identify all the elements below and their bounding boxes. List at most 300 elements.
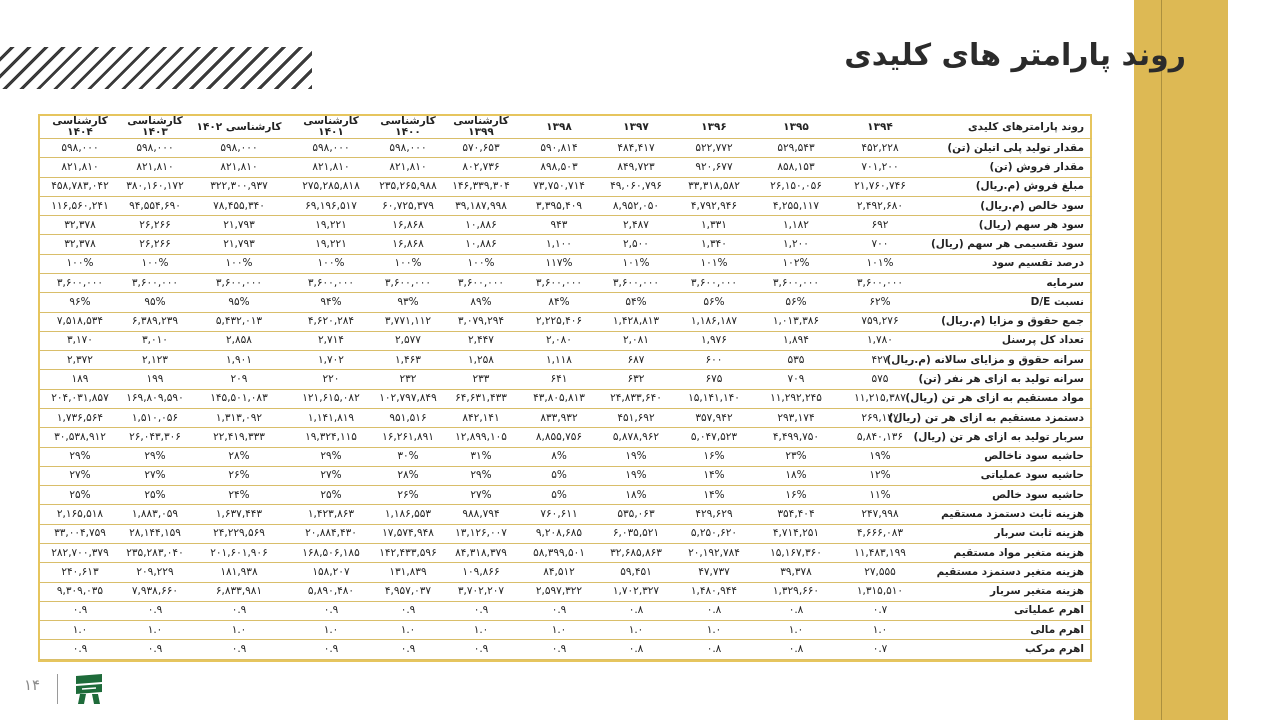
table-cell: ۵۶% bbox=[674, 293, 754, 312]
table-cell: ۱,۳۱۳,۰۹۲ bbox=[190, 408, 288, 427]
table-row bbox=[40, 466, 1092, 485]
table-cell: ۱,۶۳۷,۴۴۳ bbox=[190, 505, 288, 524]
table-row bbox=[40, 312, 1092, 331]
table-cell: ۳,۶۰۰,۰۰۰ bbox=[674, 274, 754, 293]
row-label: جمع حقوق و مزایا (م.ریال) bbox=[922, 312, 1092, 331]
table-cell: ۸۴۹,۷۲۳ bbox=[598, 158, 674, 177]
table-row bbox=[40, 428, 1092, 447]
table-cell: ۹۸۸,۷۹۴ bbox=[442, 505, 520, 524]
table-cell: ۴۹,۰۶۰,۷۹۶ bbox=[598, 177, 674, 196]
table-cell: ۴۵۸,۷۸۳,۰۴۲ bbox=[40, 177, 120, 196]
table-cell: ۱.۰ bbox=[674, 621, 754, 640]
table-cell: ۱۴% bbox=[674, 486, 754, 505]
column-header-year: ۱۳۹۵ bbox=[754, 116, 838, 139]
table-cell: ۳,۰۱۰ bbox=[120, 331, 190, 350]
table-cell: ۱۰۰% bbox=[40, 254, 120, 273]
table-cell: ۱,۴۲۳,۸۶۳ bbox=[288, 505, 374, 524]
table-cell: ۹۳% bbox=[374, 293, 442, 312]
table-cell: ۸۲۱,۸۱۰ bbox=[40, 158, 120, 177]
row-label: مواد مستقیم به ازای هر تن (ریال) bbox=[922, 389, 1092, 408]
table-cell: ۰.۹ bbox=[374, 640, 442, 660]
table-cell: ۵۹۸,۰۰۰ bbox=[190, 139, 288, 158]
table-cell: ۷۰۰ bbox=[838, 235, 922, 254]
table-cell: ۲۸۲,۷۰۰,۳۷۹ bbox=[40, 543, 120, 562]
table-cell: ۱۱۶,۵۶۰,۲۴۱ bbox=[40, 196, 120, 215]
table-cell: ۳,۶۰۰,۰۰۰ bbox=[520, 274, 598, 293]
table-cell: ۳,۰۷۹,۲۹۴ bbox=[442, 312, 520, 331]
table-cell: ۳۰% bbox=[374, 447, 442, 466]
table-cell: ۳۰,۵۳۸,۹۱۲ bbox=[40, 428, 120, 447]
table-cell: ۴۵۲,۲۲۸ bbox=[838, 139, 922, 158]
table-cell: ۰.۹ bbox=[190, 601, 288, 620]
row-label: تعداد کل پرسنل bbox=[922, 331, 1092, 350]
table-cell: ۲۶,۲۶۶ bbox=[120, 235, 190, 254]
table-cell: ۱,۴۸۰,۹۴۴ bbox=[674, 582, 754, 601]
table-cell: ۲,۴۹۲,۶۸۰ bbox=[838, 196, 922, 215]
table-cell: ۱۰۲,۷۹۷,۸۴۹ bbox=[374, 389, 442, 408]
table-cell: ۳,۶۰۰,۰۰۰ bbox=[598, 274, 674, 293]
table-cell: ۲۲۰ bbox=[288, 370, 374, 389]
table-row bbox=[40, 486, 1092, 505]
table-cell: ۱۸% bbox=[754, 466, 838, 485]
table-cell: ۷۵۹,۲۷۶ bbox=[838, 312, 922, 331]
table-cell: ۱۹,۲۲۱ bbox=[288, 216, 374, 235]
table-cell: ۱,۸۸۳,۰۵۹ bbox=[120, 505, 190, 524]
table-cell: ۳۵۷,۹۴۲ bbox=[674, 408, 754, 427]
table-cell: ۱,۱۸۶,۱۸۷ bbox=[674, 312, 754, 331]
table-cell: ۸۵۸,۱۵۳ bbox=[754, 158, 838, 177]
table-cell: ۳۲,۶۸۵,۸۶۳ bbox=[598, 543, 674, 562]
table-cell: ۵,۸۴۰,۱۳۶ bbox=[838, 428, 922, 447]
table-cell: ۸۳۳,۹۳۲ bbox=[520, 408, 598, 427]
table-cell: ۱,۳۳۱ bbox=[674, 216, 754, 235]
table-cell: ۲۰۹,۲۲۹ bbox=[120, 563, 190, 582]
row-label: سرمایه bbox=[922, 274, 1092, 293]
table-cell: ۲,۲۲۵,۴۰۶ bbox=[520, 312, 598, 331]
table-cell: ۴,۷۱۴,۲۵۱ bbox=[754, 524, 838, 543]
table-cell: ۸,۹۵۲,۰۵۰ bbox=[598, 196, 674, 215]
table-cell: ۲۹۳,۱۷۴ bbox=[754, 408, 838, 427]
table-cell: ۱,۷۰۲ bbox=[288, 351, 374, 370]
table-cell: ۸۲۱,۸۱۰ bbox=[120, 158, 190, 177]
table-cell: ۹۴۳ bbox=[520, 216, 598, 235]
table-cell: ۷۸,۴۵۵,۳۴۰ bbox=[190, 196, 288, 215]
table-cell: ۵۹۸,۰۰۰ bbox=[40, 139, 120, 158]
table-cell: ۰.۹ bbox=[40, 601, 120, 620]
table-cell: ۱,۱۴۱,۸۱۹ bbox=[288, 408, 374, 427]
row-label: سرانه حقوق و مزایای سالانه (م.ریال) bbox=[922, 351, 1092, 370]
table-cell: ۶۰,۷۲۵,۳۷۹ bbox=[374, 196, 442, 215]
table-cell: ۱,۹۰۱ bbox=[190, 351, 288, 370]
table-cell: ۲۱,۷۹۳ bbox=[190, 235, 288, 254]
table-cell: ۱.۰ bbox=[754, 621, 838, 640]
column-header-year: کارشناسی ۱۴۰۳ bbox=[120, 116, 190, 139]
row-label: مقدار فروش (تن) bbox=[922, 158, 1092, 177]
table-cell: ۲۵% bbox=[288, 486, 374, 505]
table-cell: ۱۰۲% bbox=[754, 254, 838, 273]
table-cell: ۱,۴۲۸,۸۱۳ bbox=[598, 312, 674, 331]
table-cell: ۲۳۵,۲۶۵,۹۸۸ bbox=[374, 177, 442, 196]
table-cell: ۶,۳۸۹,۲۳۹ bbox=[120, 312, 190, 331]
row-label: سرانه تولید به ازای هر نفر (تن) bbox=[922, 370, 1092, 389]
table-cell: ۸,۸۵۵,۷۵۶ bbox=[520, 428, 598, 447]
table-cell: ۱۹۹ bbox=[120, 370, 190, 389]
table-cell: ۰.۷ bbox=[838, 640, 922, 660]
table-cell: ۵۶% bbox=[754, 293, 838, 312]
table-cell: ۳,۱۷۰ bbox=[40, 331, 120, 350]
table-row bbox=[40, 235, 1092, 254]
table-cell: ۱۴۲,۴۳۳,۵۹۶ bbox=[374, 543, 442, 562]
accent-line bbox=[1161, 0, 1162, 720]
table-cell: ۲۴۰,۶۱۳ bbox=[40, 563, 120, 582]
table-cell: ۱۴% bbox=[674, 466, 754, 485]
row-label: دستمزد مستقیم به ازای هر تن (ریال) bbox=[922, 408, 1092, 427]
table-cell: ۹۶% bbox=[40, 293, 120, 312]
table-cell: ۲۹% bbox=[442, 466, 520, 485]
table-cell: ۳,۶۰۰,۰۰۰ bbox=[40, 274, 120, 293]
table-cell: ۱,۳۱۵,۵۱۰ bbox=[838, 582, 922, 601]
table-cell: ۴,۹۵۷,۰۳۷ bbox=[374, 582, 442, 601]
table-cell: ۱۲% bbox=[838, 466, 922, 485]
table-row bbox=[40, 274, 1092, 293]
table-cell: ۲۰۱,۶۰۱,۹۰۶ bbox=[190, 543, 288, 562]
table-cell: ۱,۲۰۰ bbox=[754, 235, 838, 254]
table-cell: ۱۰,۸۸۶ bbox=[442, 235, 520, 254]
table-cell: ۰.۸ bbox=[754, 601, 838, 620]
column-header-year: ۱۳۹۸ bbox=[520, 116, 598, 139]
table-cell: ۰.۹ bbox=[374, 601, 442, 620]
table-cell: ۸% bbox=[520, 447, 598, 466]
table-cell: ۳۲,۳۷۸ bbox=[40, 235, 120, 254]
table-cell: ۵۹۸,۰۰۰ bbox=[288, 139, 374, 158]
table-cell: ۲۴% bbox=[190, 486, 288, 505]
table-cell: ۱.۰ bbox=[190, 621, 288, 640]
row-label: مبلغ فروش (م.ریال) bbox=[922, 177, 1092, 196]
table-cell: ۰.۹ bbox=[520, 601, 598, 620]
table-cell: ۱۰۱% bbox=[838, 254, 922, 273]
table-cell: ۰.۹ bbox=[120, 601, 190, 620]
table-cell: ۱۷,۵۷۴,۹۴۸ bbox=[374, 524, 442, 543]
table-cell: ۲۱,۷۶۰,۷۴۶ bbox=[838, 177, 922, 196]
table-cell: ۸۹۸,۵۰۳ bbox=[520, 158, 598, 177]
table-cell: ۱۲,۸۹۹,۱۰۵ bbox=[442, 428, 520, 447]
table-cell: ۳۹,۱۸۷,۹۹۸ bbox=[442, 196, 520, 215]
table-cell: ۱.۰ bbox=[838, 621, 922, 640]
table-cell: ۱۱,۲۹۲,۲۴۵ bbox=[754, 389, 838, 408]
table-cell: ۲۰,۸۸۴,۴۳۰ bbox=[288, 524, 374, 543]
table-cell: ۴,۴۹۹,۷۵۰ bbox=[754, 428, 838, 447]
table-row bbox=[40, 640, 1092, 660]
table-cell: ۲۴۷,۹۹۸ bbox=[838, 505, 922, 524]
table-cell: ۸۲۱,۸۱۰ bbox=[374, 158, 442, 177]
table-row bbox=[40, 389, 1092, 408]
table-cell: ۲۶% bbox=[374, 486, 442, 505]
table-cell: ۳۳,۰۰۴,۷۵۹ bbox=[40, 524, 120, 543]
table-cell: ۱,۹۷۶ bbox=[674, 331, 754, 350]
table-cell: ۵,۸۹۰,۴۸۰ bbox=[288, 582, 374, 601]
table-cell: ۲۷% bbox=[120, 466, 190, 485]
table-cell: ۱۵۸,۲۰۷ bbox=[288, 563, 374, 582]
table-cell: ۲۶۹,۱۲۷ bbox=[838, 408, 922, 427]
row-label: اهرم عملیاتی bbox=[922, 601, 1092, 620]
table-cell: ۰.۸ bbox=[754, 640, 838, 660]
table-cell: ۲۸% bbox=[190, 447, 288, 466]
table-cell: ۱.۰ bbox=[598, 621, 674, 640]
row-label: سربار تولید به ازای هر تن (ریال) bbox=[922, 428, 1092, 447]
row-label: حاشیه سود ناخالص bbox=[922, 447, 1092, 466]
table-cell: ۱,۷۰۲,۳۲۷ bbox=[598, 582, 674, 601]
table-row bbox=[40, 351, 1092, 370]
row-label: مقدار تولید پلی اتیلن (تن) bbox=[922, 139, 1092, 158]
table-cell: ۰.۹ bbox=[442, 601, 520, 620]
table-cell: ۵۹,۴۵۱ bbox=[598, 563, 674, 582]
table-cell: ۹۵۱,۵۱۶ bbox=[374, 408, 442, 427]
table-cell: ۱۸۱,۹۳۸ bbox=[190, 563, 288, 582]
table-cell: ۸۴,۵۱۲ bbox=[520, 563, 598, 582]
table-cell: ۴,۷۹۲,۹۴۶ bbox=[674, 196, 754, 215]
column-header-year: کارشناسی ۱۳۹۹ bbox=[442, 116, 520, 139]
table-cell: ۹۴,۵۵۴,۶۹۰ bbox=[120, 196, 190, 215]
table-cell: ۳۹,۳۷۸ bbox=[754, 563, 838, 582]
table-cell: ۵۴% bbox=[598, 293, 674, 312]
table-row bbox=[40, 621, 1092, 640]
table-cell: ۱۶% bbox=[754, 486, 838, 505]
table-cell: ۱۱۷% bbox=[520, 254, 598, 273]
table-cell: ۳۱% bbox=[442, 447, 520, 466]
table-cell: ۵۳۵,۰۶۳ bbox=[598, 505, 674, 524]
row-label: درصد تقسیم سود bbox=[922, 254, 1092, 273]
table-cell: ۶۴۱ bbox=[520, 370, 598, 389]
table-cell: ۲۹% bbox=[40, 447, 120, 466]
footer-divider bbox=[57, 674, 58, 704]
table-cell: ۰.۸ bbox=[674, 601, 754, 620]
company-logo-icon bbox=[72, 672, 106, 708]
table-cell: ۰.۹ bbox=[442, 640, 520, 660]
table-cell: ۱,۵۱۰,۰۵۶ bbox=[120, 408, 190, 427]
table-cell: ۶۲% bbox=[838, 293, 922, 312]
table-row bbox=[40, 505, 1092, 524]
table-cell: ۲,۱۲۳ bbox=[120, 351, 190, 370]
table-cell: ۰.۷ bbox=[838, 601, 922, 620]
table-row bbox=[40, 331, 1092, 350]
table-cell: ۰.۹ bbox=[288, 640, 374, 660]
table-row bbox=[40, 543, 1092, 562]
table-cell: ۳,۶۰۰,۰۰۰ bbox=[838, 274, 922, 293]
table-cell: ۱,۳۲۹,۶۶۰ bbox=[754, 582, 838, 601]
table-cell: ۲۷% bbox=[288, 466, 374, 485]
table-cell: ۱۱,۲۱۵,۳۸۷ bbox=[838, 389, 922, 408]
row-label: اهرم مالی bbox=[922, 621, 1092, 640]
table-cell: ۱۲۱,۶۱۵,۰۸۲ bbox=[288, 389, 374, 408]
table-cell: ۱۰۰% bbox=[442, 254, 520, 273]
table-cell: ۶۹,۱۹۶,۵۱۷ bbox=[288, 196, 374, 215]
table-row bbox=[40, 216, 1092, 235]
table-cell: ۱۳,۱۲۶,۰۰۷ bbox=[442, 524, 520, 543]
table-cell: ۸۲۱,۸۱۰ bbox=[288, 158, 374, 177]
table-cell: ۱۹% bbox=[598, 447, 674, 466]
table-cell: ۵۲۲,۷۷۲ bbox=[674, 139, 754, 158]
table-header-row bbox=[40, 116, 1092, 139]
accent-bar bbox=[1134, 0, 1228, 720]
table-cell: ۱۹% bbox=[838, 447, 922, 466]
table-cell: ۲۶,۰۴۳,۳۰۶ bbox=[120, 428, 190, 447]
table-cell: ۲۷% bbox=[40, 466, 120, 485]
table-cell: ۱۶,۲۶۱,۸۹۱ bbox=[374, 428, 442, 447]
table-cell: ۲,۰۸۱ bbox=[598, 331, 674, 350]
table-cell: ۰.۸ bbox=[674, 640, 754, 660]
column-header-year: کارشناسی ۱۴۰۴ bbox=[40, 116, 120, 139]
table-cell: ۱۰۰% bbox=[288, 254, 374, 273]
table-cell: ۳,۷۰۲,۲۰۷ bbox=[442, 582, 520, 601]
table-cell: ۵۷۰,۶۵۳ bbox=[442, 139, 520, 158]
column-header-year: کارشناسی ۱۴۰۱ bbox=[288, 116, 374, 139]
table-cell: ۱,۳۴۰ bbox=[674, 235, 754, 254]
table-cell: ۵,۴۳۲,۰۱۳ bbox=[190, 312, 288, 331]
table-cell: ۲۱,۷۹۳ bbox=[190, 216, 288, 235]
table-cell: ۲۳۵,۲۸۳,۰۴۰ bbox=[120, 543, 190, 562]
table-cell: ۲,۱۶۵,۵۱۸ bbox=[40, 505, 120, 524]
table-cell: ۱۶,۸۶۸ bbox=[374, 216, 442, 235]
table-cell: ۲۷,۵۵۵ bbox=[838, 563, 922, 582]
table-cell: ۸۴۲,۱۴۱ bbox=[442, 408, 520, 427]
column-header-label: روند پارامترهای کلیدی bbox=[922, 116, 1092, 139]
table-cell: ۱۶۸,۵۰۶,۱۸۵ bbox=[288, 543, 374, 562]
table-cell: ۱.۰ bbox=[288, 621, 374, 640]
table-cell: ۳,۳۹۵,۴۰۹ bbox=[520, 196, 598, 215]
table-cell: ۰.۹ bbox=[190, 640, 288, 660]
table-cell: ۱۹,۳۲۴,۱۱۵ bbox=[288, 428, 374, 447]
table-row bbox=[40, 370, 1092, 389]
table-cell: ۲,۰۸۰ bbox=[520, 331, 598, 350]
table-cell: ۷,۵۱۸,۵۳۴ bbox=[40, 312, 120, 331]
table-cell: ۱۰۰% bbox=[374, 254, 442, 273]
row-label: سود تقسیمی هر سهم (ریال) bbox=[922, 235, 1092, 254]
table-cell: ۰.۸ bbox=[598, 601, 674, 620]
table-cell: ۲۹% bbox=[288, 447, 374, 466]
table-cell: ۸۴,۳۱۸,۳۷۹ bbox=[442, 543, 520, 562]
table-row bbox=[40, 158, 1092, 177]
table-cell: ۳۵۴,۴۰۴ bbox=[754, 505, 838, 524]
table-row bbox=[40, 196, 1092, 215]
table-cell: ۱۰۱% bbox=[674, 254, 754, 273]
table-cell: ۱۶,۸۶۸ bbox=[374, 235, 442, 254]
table-cell: ۸۰۲,۷۳۶ bbox=[442, 158, 520, 177]
table-row bbox=[40, 293, 1092, 312]
table-row bbox=[40, 408, 1092, 427]
table-cell: ۱۹% bbox=[598, 466, 674, 485]
row-label: نسبت D/E bbox=[922, 293, 1092, 312]
row-label: هزینه متغیر مواد مستقیم bbox=[922, 543, 1092, 562]
table-cell: ۰.۹ bbox=[288, 601, 374, 620]
table-cell: ۷۰۱,۲۰۰ bbox=[838, 158, 922, 177]
column-header-year: ۱۳۹۴ bbox=[838, 116, 922, 139]
table-cell: ۸۴% bbox=[520, 293, 598, 312]
table-row bbox=[40, 563, 1092, 582]
table-cell: ۳,۶۰۰,۰۰۰ bbox=[288, 274, 374, 293]
table-cell: ۵۷۵ bbox=[838, 370, 922, 389]
table-cell: ۲۳۲ bbox=[374, 370, 442, 389]
table-cell: ۵,۰۴۷,۵۲۳ bbox=[674, 428, 754, 447]
table-cell: ۳۲۲,۳۰۰,۹۳۷ bbox=[190, 177, 288, 196]
table-cell: ۱۸% bbox=[598, 486, 674, 505]
table-cell: ۵۲۹,۵۴۳ bbox=[754, 139, 838, 158]
table-cell: ۹۲۰,۶۷۷ bbox=[674, 158, 754, 177]
table-cell: ۵۳۵ bbox=[754, 351, 838, 370]
table-cell: ۹,۲۰۸,۶۸۵ bbox=[520, 524, 598, 543]
table-cell: ۶۷۵ bbox=[674, 370, 754, 389]
table-cell: ۴۳,۸۰۵,۸۱۳ bbox=[520, 389, 598, 408]
table-cell: ۳,۶۰۰,۰۰۰ bbox=[120, 274, 190, 293]
table-cell: ۲۴,۲۲۹,۵۶۹ bbox=[190, 524, 288, 543]
table-cell: ۱,۷۳۶,۵۶۴ bbox=[40, 408, 120, 427]
table-cell: ۳,۶۰۰,۰۰۰ bbox=[190, 274, 288, 293]
table-cell: ۳۸۰,۱۶۰,۱۷۲ bbox=[120, 177, 190, 196]
table-cell: ۳,۷۷۱,۱۱۲ bbox=[374, 312, 442, 331]
table-cell: ۲,۷۱۴ bbox=[288, 331, 374, 350]
table-cell: ۲۰,۱۹۲,۷۸۴ bbox=[674, 543, 754, 562]
table-row bbox=[40, 254, 1092, 273]
table-cell: ۷۶۰,۶۱۱ bbox=[520, 505, 598, 524]
table-cell: ۱.۰ bbox=[120, 621, 190, 640]
table-cell: ۱۶۹,۸۰۹,۵۹۰ bbox=[120, 389, 190, 408]
table-row bbox=[40, 447, 1092, 466]
table-cell: ۲۳۳ bbox=[442, 370, 520, 389]
table-cell: ۶,۰۳۵,۵۲۱ bbox=[598, 524, 674, 543]
row-label: حاشیه سود خالص bbox=[922, 486, 1092, 505]
table-cell: ۴۲۹,۶۲۹ bbox=[674, 505, 754, 524]
table-cell: ۲,۵۰۰ bbox=[598, 235, 674, 254]
table-cell: ۳,۶۰۰,۰۰۰ bbox=[442, 274, 520, 293]
page-number: ۱۴ bbox=[24, 676, 41, 694]
table-cell: ۰.۹ bbox=[40, 640, 120, 660]
table-cell: ۱.۰ bbox=[374, 621, 442, 640]
table-cell: ۵۹۸,۰۰۰ bbox=[120, 139, 190, 158]
column-header-year: کارشناسی ۱۴۰۰ bbox=[374, 116, 442, 139]
table-cell: ۵۸,۳۹۹,۵۰۱ bbox=[520, 543, 598, 562]
table-cell: ۴۸۴,۴۱۷ bbox=[598, 139, 674, 158]
table-cell: ۲,۴۴۷ bbox=[442, 331, 520, 350]
table-cell: ۰.۹ bbox=[120, 640, 190, 660]
table-cell: ۴,۲۵۵,۱۱۷ bbox=[754, 196, 838, 215]
table-row bbox=[40, 139, 1092, 158]
table-cell: ۲۰۴,۰۳۱,۸۵۷ bbox=[40, 389, 120, 408]
table-cell: ۱,۴۶۳ bbox=[374, 351, 442, 370]
diagonal-stripes-decoration bbox=[0, 47, 312, 89]
table-cell: ۱.۰ bbox=[40, 621, 120, 640]
table-cell: ۱,۱۱۸ bbox=[520, 351, 598, 370]
table-cell: ۱۸۹ bbox=[40, 370, 120, 389]
page-title: روند پارامتر های کلیدی bbox=[844, 38, 1186, 73]
table-cell: ۱.۰ bbox=[520, 621, 598, 640]
table-cell: ۲۳% bbox=[754, 447, 838, 466]
column-header-year: ۱۳۹۶ bbox=[674, 116, 754, 139]
table-cell: ۲۸% bbox=[374, 466, 442, 485]
table-cell: ۱۴۵,۵۰۱,۰۸۳ bbox=[190, 389, 288, 408]
table-cell: ۱۱% bbox=[838, 486, 922, 505]
row-label: هزینه متغیر دستمزد مستقیم bbox=[922, 563, 1092, 582]
key-parameters-table bbox=[40, 116, 1092, 660]
table-cell: ۲,۸۵۸ bbox=[190, 331, 288, 350]
table-cell: ۷,۹۳۸,۶۶۰ bbox=[120, 582, 190, 601]
table-cell: ۵۹۰,۸۱۴ bbox=[520, 139, 598, 158]
table-cell: ۴۲۷ bbox=[838, 351, 922, 370]
table-cell: ۱۴۶,۳۳۹,۳۰۴ bbox=[442, 177, 520, 196]
table-cell: ۴,۶۶۶,۰۸۳ bbox=[838, 524, 922, 543]
table-cell: ۰.۸ bbox=[598, 640, 674, 660]
table-cell: ۴,۶۲۰,۲۸۴ bbox=[288, 312, 374, 331]
table-cell: ۲۵% bbox=[120, 486, 190, 505]
table-cell: ۱۰۱% bbox=[598, 254, 674, 273]
